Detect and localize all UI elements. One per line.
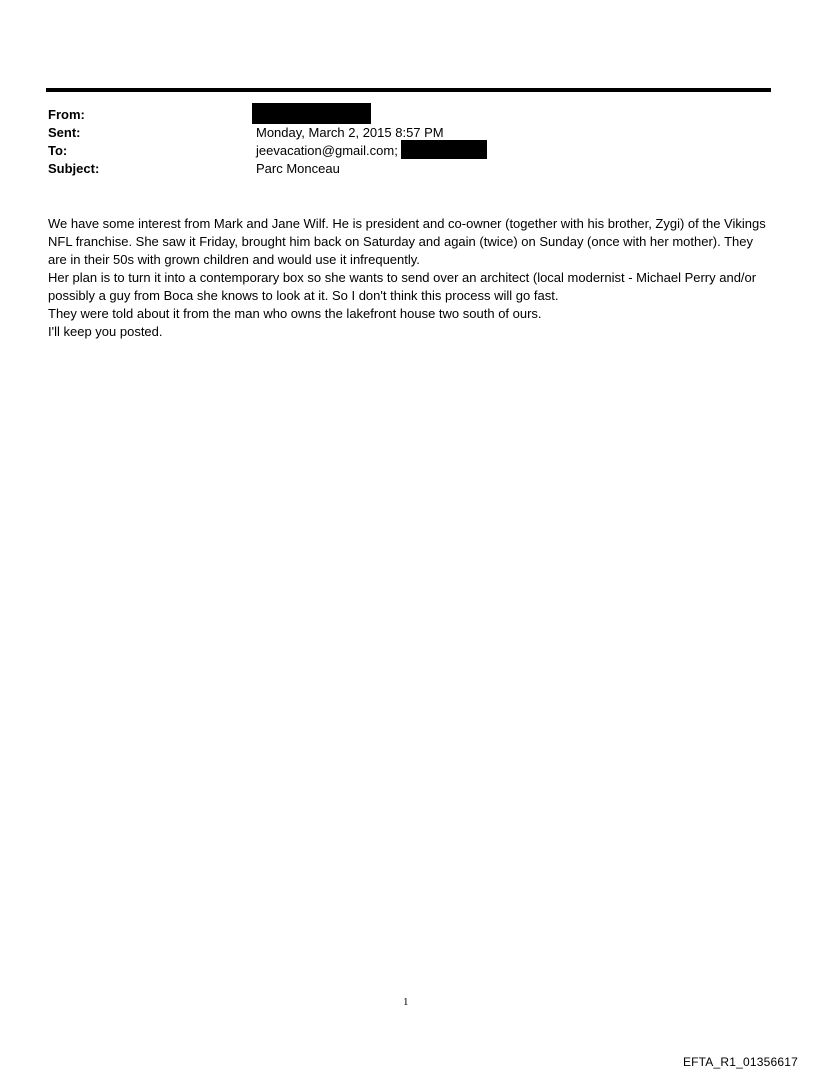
email-body	[48, 215, 768, 341]
header-divider	[46, 88, 771, 92]
subject-row	[48, 160, 768, 178]
from-label: From:	[48, 107, 85, 122]
to-value: jeevacation@gmail.com;	[256, 143, 398, 158]
sent-value: Monday, March 2, 2015 8:57 PM	[256, 125, 444, 140]
to-row	[48, 142, 768, 160]
body-paragraph: Her plan is to turn it into a contemporary box so she wants to send over an architect (local modernist - Michael Perry and/or possibly a guy from Boca she knows to look at it. So I don't think this process will go fast.	[48, 270, 757, 303]
body-paragraph: I'll keep you posted.	[48, 324, 163, 339]
sent-label: Sent:	[48, 125, 81, 140]
document-id: EFTA_R1_01356617	[682, 1055, 798, 1069]
subject-label: Subject:	[48, 161, 100, 176]
subject-value: Parc Monceau	[256, 161, 340, 176]
body-paragraph: They were told about it from the man who owns the lakefront house two south of ours.	[48, 306, 542, 321]
from-row	[48, 106, 768, 124]
body-paragraph: We have some interest from Mark and Jane Wilf. He is president and co-owner (together with his brother, Zygi) of the Vikings NFL franchise. She saw it Friday, brought him back on Saturday and again (twice) on Sunday (once with her mother). They are in their 50s with grown children and would use it infrequently.	[48, 216, 766, 267]
from-redaction	[252, 103, 371, 124]
to-label: To:	[48, 143, 68, 158]
page-number: 1	[403, 996, 409, 1008]
to-value-wrap	[256, 142, 487, 161]
email-header	[48, 106, 768, 178]
to-redaction	[401, 140, 487, 159]
